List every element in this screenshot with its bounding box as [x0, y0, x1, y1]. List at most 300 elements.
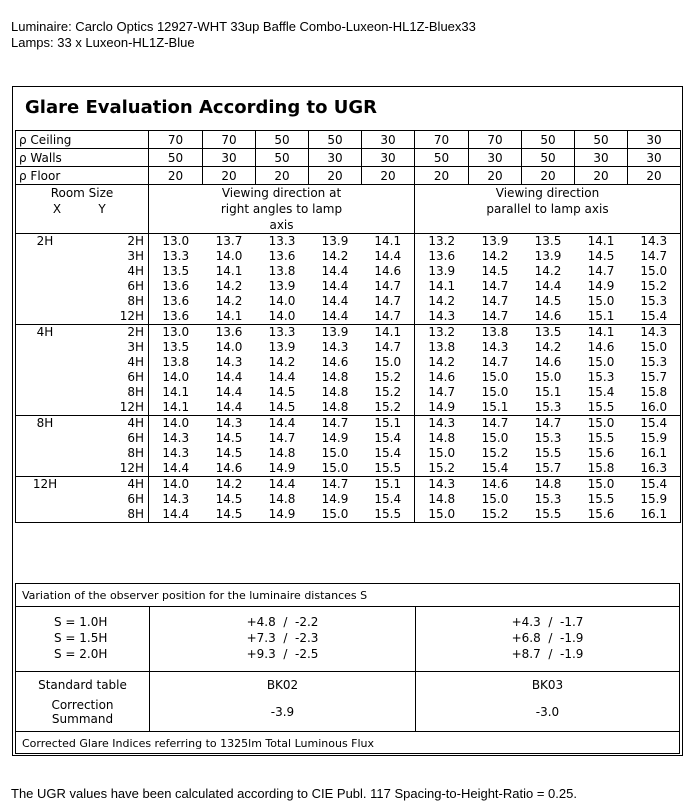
ugr-value: 15.3 [534, 492, 562, 506]
ugr-value: 14.9 [268, 461, 296, 475]
ugr-value: 14.0 [268, 309, 296, 323]
ugr-value: 13.6 [428, 249, 456, 263]
ugr-column [628, 325, 681, 416]
room-y: 6H [127, 370, 144, 384]
room-size-header [16, 185, 149, 234]
ugr-value: 14.0 [162, 370, 190, 384]
ugr-value: 15.7 [534, 461, 562, 475]
corrected-note-box [15, 731, 680, 754]
ugr-value: 15.5 [374, 461, 402, 475]
ugr-value: 15.1 [374, 477, 402, 491]
floor-value: 20 [362, 167, 415, 185]
ugr-value: 15.0 [481, 431, 509, 445]
ugr-column [469, 477, 522, 523]
ugr-value: 15.4 [481, 461, 509, 475]
standard-parallel: BK03 [531, 678, 564, 692]
calculation-footer: The UGR values have been calculated according to CIE Publ. 117 Spacing-to-Height-Ratio = 0.25. [11, 786, 577, 801]
ugr-value: 13.0 [162, 325, 190, 339]
ugr-column [628, 477, 681, 523]
ugr-value: 13.7 [215, 234, 243, 248]
room-x-label: X [52, 202, 62, 216]
room-size-label: Room Size [50, 186, 114, 200]
room-size-cell [16, 234, 149, 325]
ugr-value: 14.2 [215, 279, 243, 293]
ugr-value: 14.1 [215, 264, 243, 278]
standard-table-label: Standard table [38, 678, 127, 692]
ugr-column [362, 416, 415, 477]
room-y: 4H [127, 355, 144, 369]
ugr-value: 14.2 [215, 477, 243, 491]
ugr-value: 14.4 [534, 279, 562, 293]
ugr-value: 13.3 [162, 249, 190, 263]
ugr-value: 14.2 [428, 355, 456, 369]
ugr-value: 15.2 [481, 446, 509, 460]
ugr-column [309, 234, 362, 325]
variation-parallel: +6.8 / -1.9 [511, 631, 584, 645]
ugr-value: 14.3 [428, 416, 456, 430]
ugr-value: 13.3 [268, 325, 296, 339]
walls-value: 50 [522, 149, 575, 167]
ugr-value: 15.8 [640, 385, 668, 399]
ugr-value: 14.6 [481, 477, 509, 491]
ugr-value: 14.4 [321, 309, 349, 323]
room-y: 3H [127, 340, 144, 354]
room-block-12H [16, 477, 681, 523]
ugr-value: 15.4 [587, 385, 615, 399]
correction-label [16, 692, 149, 726]
ceiling-label: ρ Ceiling [16, 131, 149, 149]
ugr-value: 16.3 [640, 461, 668, 475]
ugr-column [362, 234, 415, 325]
ugr-value: 14.6 [587, 340, 615, 354]
ugr-value: 15.0 [587, 294, 615, 308]
ugr-value: 13.9 [534, 249, 562, 263]
ugr-value: 15.3 [534, 431, 562, 445]
floor-value: 20 [203, 167, 256, 185]
ugr-value: 15.0 [534, 370, 562, 384]
ceiling-value: 50 [522, 131, 575, 149]
ugr-value: 14.8 [428, 492, 456, 506]
ugr-value: 14.2 [268, 355, 296, 369]
ugr-column [256, 477, 309, 523]
ugr-value: 14.3 [428, 309, 456, 323]
walls-value: 30 [203, 149, 256, 167]
ceiling-value: 70 [415, 131, 469, 149]
ugr-column [469, 325, 522, 416]
ugr-value: 15.7 [640, 370, 668, 384]
ugr-value: 15.3 [640, 355, 668, 369]
ugr-value: 14.1 [162, 385, 190, 399]
ugr-value: 14.9 [587, 279, 615, 293]
ugr-value: 15.0 [640, 264, 668, 278]
ugr-value: 14.2 [215, 294, 243, 308]
variation-caption: Variation of the observer position for the luminaire distances S [22, 589, 368, 602]
panel-title: Glare Evaluation According to UGR [25, 97, 377, 118]
ugr-value: 14.5 [215, 492, 243, 506]
ugr-value: 14.4 [215, 385, 243, 399]
room-y: 12H [119, 309, 144, 323]
ugr-column [469, 416, 522, 477]
room-y: 8H [127, 446, 144, 460]
ugr-column [149, 234, 203, 325]
ugr-value: 14.6 [428, 370, 456, 384]
room-x: 12H [32, 477, 58, 491]
ugr-column [362, 477, 415, 523]
view-right-header [149, 185, 415, 234]
ugr-value: 13.8 [428, 340, 456, 354]
room-y: 3H [127, 249, 144, 263]
reflectance-row-walls [16, 149, 681, 167]
ugr-value: 14.4 [268, 416, 296, 430]
lamps-line: Lamps: 33 x Luxeon-HL1Z-Blue [11, 35, 195, 50]
ugr-value: 14.7 [321, 477, 349, 491]
ugr-value: 14.3 [428, 477, 456, 491]
ugr-value: 14.7 [268, 431, 296, 445]
ugr-value: 15.4 [640, 477, 668, 491]
ugr-column [149, 325, 203, 416]
ugr-value: 15.0 [481, 492, 509, 506]
room-y: 4H [127, 477, 144, 491]
ceiling-value: 70 [149, 131, 203, 149]
ugr-value: 15.5 [534, 507, 562, 521]
variation-s-column [16, 607, 150, 671]
standard-box [15, 671, 680, 732]
luminaire-header [11, 19, 476, 51]
ugr-value: 15.0 [321, 461, 349, 475]
ugr-value: 15.0 [587, 355, 615, 369]
variation-s: S = 2.0H [54, 647, 108, 661]
ugr-value: 14.6 [215, 461, 243, 475]
room-block-2H [16, 234, 681, 325]
ugr-value: 15.0 [587, 416, 615, 430]
correction-right: -3.9 [270, 705, 295, 719]
room-y: 8H [127, 385, 144, 399]
ugr-column [469, 234, 522, 325]
floor-value: 20 [575, 167, 628, 185]
floor-value: 20 [415, 167, 469, 185]
ugr-value: 13.8 [268, 264, 296, 278]
ugr-value: 15.3 [534, 400, 562, 414]
ugr-value: 13.9 [428, 264, 456, 278]
room-x: 2H [36, 234, 54, 248]
ugr-value: 13.5 [162, 340, 190, 354]
ugr-value: 16.0 [640, 400, 668, 414]
ugr-value: 14.8 [428, 431, 456, 445]
ugr-value: 14.1 [374, 325, 402, 339]
ugr-value: 15.6 [587, 446, 615, 460]
ugr-value: 14.8 [321, 370, 349, 384]
ugr-value: 14.7 [374, 340, 402, 354]
floor-value: 20 [469, 167, 522, 185]
ugr-column [575, 477, 628, 523]
ceiling-value: 50 [256, 131, 309, 149]
ugr-column [575, 234, 628, 325]
ugr-value: 15.0 [321, 446, 349, 460]
ceiling-value: 50 [575, 131, 628, 149]
ugr-value: 14.2 [534, 264, 562, 278]
ugr-value: 13.9 [321, 325, 349, 339]
ugr-value: 15.0 [428, 507, 456, 521]
ugr-value: 14.3 [215, 355, 243, 369]
ugr-value: 14.4 [321, 264, 349, 278]
ugr-value: 14.5 [215, 446, 243, 460]
ugr-value: 14.6 [374, 264, 402, 278]
ugr-value: 15.1 [534, 385, 562, 399]
ugr-value: 14.9 [321, 492, 349, 506]
ugr-value: 14.7 [481, 279, 509, 293]
ugr-column [362, 325, 415, 416]
ugr-value: 14.4 [162, 461, 190, 475]
ugr-value: 14.7 [374, 294, 402, 308]
ugr-column [522, 477, 575, 523]
ugr-value: 13.6 [162, 294, 190, 308]
view-right-label: Viewing direction at right angles to lamp axis [220, 186, 343, 232]
room-y: 12H [119, 400, 144, 414]
ugr-value: 14.0 [268, 294, 296, 308]
variation-s: S = 1.5H [54, 631, 108, 645]
walls-value: 30 [469, 149, 522, 167]
ugr-value: 14.3 [162, 431, 190, 445]
ugr-value: 14.0 [215, 249, 243, 263]
ugr-column [522, 416, 575, 477]
room-x: 8H [36, 416, 54, 430]
ugr-value: 14.3 [640, 234, 668, 248]
room-y: 4H [127, 264, 144, 278]
variation-right: +9.3 / -2.5 [246, 647, 319, 661]
ugr-value: 14.5 [534, 294, 562, 308]
room-y: 8H [127, 294, 144, 308]
ugr-value: 13.9 [268, 340, 296, 354]
ugr-value: 14.8 [534, 477, 562, 491]
ugr-value: 14.9 [268, 507, 296, 521]
ugr-value: 14.5 [587, 249, 615, 263]
luminaire-line: Luminaire: Carclo Optics 12927-WHT 33up Baffle Combo-Luxeon-HL1Z-Bluex33 [11, 19, 476, 34]
ugr-value: 15.4 [374, 431, 402, 445]
ugr-value: 14.7 [481, 416, 509, 430]
ugr-value: 13.9 [268, 279, 296, 293]
ugr-value: 13.9 [481, 234, 509, 248]
ugr-value: 14.9 [428, 400, 456, 414]
ugr-value: 14.7 [640, 249, 668, 263]
ugr-value: 15.2 [640, 279, 668, 293]
ugr-value: 14.9 [321, 431, 349, 445]
ugr-value: 15.2 [374, 400, 402, 414]
variation-caption-box [15, 583, 680, 607]
ugr-value: 15.0 [481, 370, 509, 384]
ugr-value: 14.7 [321, 416, 349, 430]
ugr-column [149, 477, 203, 523]
walls-value: 50 [149, 149, 203, 167]
ugr-value: 16.1 [640, 507, 668, 521]
variation-parallel: +8.7 / -1.9 [511, 647, 584, 661]
ugr-column [628, 416, 681, 477]
room-block-8H [16, 416, 681, 477]
ugr-value: 15.2 [481, 507, 509, 521]
ugr-value: 14.4 [215, 370, 243, 384]
ugr-value: 14.0 [215, 340, 243, 354]
ugr-column [256, 325, 309, 416]
ugr-value: 15.0 [640, 340, 668, 354]
ugr-value: 14.2 [534, 340, 562, 354]
ugr-column [149, 416, 203, 477]
ugr-value: 15.1 [481, 400, 509, 414]
floor-value: 20 [522, 167, 575, 185]
ugr-value: 15.0 [587, 477, 615, 491]
variation-box [15, 606, 680, 672]
ugr-value: 15.4 [374, 492, 402, 506]
ugr-value: 16.1 [640, 446, 668, 460]
ugr-value: 13.6 [215, 325, 243, 339]
ugr-value: 15.0 [428, 446, 456, 460]
ugr-column [415, 477, 469, 523]
ceiling-value: 30 [628, 131, 681, 149]
ugr-column [309, 325, 362, 416]
ugr-value: 15.1 [374, 416, 402, 430]
reflectance-row-ceiling [16, 131, 681, 149]
ugr-value: 13.5 [534, 325, 562, 339]
variation-parallel: +4.3 / -1.7 [511, 615, 584, 629]
ugr-column [203, 325, 256, 416]
ugr-value: 15.5 [374, 507, 402, 521]
ugr-value: 13.5 [534, 234, 562, 248]
walls-value: 50 [415, 149, 469, 167]
ugr-value: 14.3 [321, 340, 349, 354]
ugr-value: 15.9 [640, 492, 668, 506]
ugr-column [628, 234, 681, 325]
ugr-column [415, 416, 469, 477]
ugr-value: 15.0 [374, 355, 402, 369]
room-y: 6H [127, 492, 144, 506]
ugr-value: 13.8 [162, 355, 190, 369]
ugr-column [309, 416, 362, 477]
variation-s: S = 1.0H [54, 615, 108, 629]
variation-right: +7.3 / -2.3 [246, 631, 319, 645]
ugr-value: 14.0 [162, 477, 190, 491]
room-y: 4H [127, 416, 144, 430]
ugr-value: 14.7 [374, 309, 402, 323]
ugr-value: 15.5 [587, 431, 615, 445]
ugr-value: 15.4 [640, 309, 668, 323]
ceiling-value: 30 [362, 131, 415, 149]
ugr-value: 13.9 [321, 234, 349, 248]
ugr-value: 14.1 [215, 309, 243, 323]
ugr-column [575, 416, 628, 477]
room-size-cell [16, 477, 149, 523]
ugr-value: 14.2 [428, 294, 456, 308]
reflectance-row-floor [16, 167, 681, 185]
walls-label: ρ Walls [16, 149, 149, 167]
ugr-value: 14.6 [534, 355, 562, 369]
ugr-column [256, 416, 309, 477]
ugr-value: 13.0 [162, 234, 190, 248]
ugr-column [309, 477, 362, 523]
ugr-value: 14.2 [481, 249, 509, 263]
ugr-column [575, 325, 628, 416]
ugr-value: 14.5 [481, 264, 509, 278]
walls-value: 50 [256, 149, 309, 167]
ugr-value: 14.5 [215, 431, 243, 445]
room-y: 6H [127, 279, 144, 293]
ugr-value: 14.4 [321, 279, 349, 293]
ugr-value: 14.4 [321, 294, 349, 308]
ugr-panel [12, 86, 683, 756]
ceiling-value: 70 [203, 131, 256, 149]
floor-value: 20 [256, 167, 309, 185]
ugr-value: 15.2 [374, 370, 402, 384]
ugr-value: 14.4 [162, 507, 190, 521]
ugr-value: 13.6 [268, 249, 296, 263]
ceiling-value: 70 [469, 131, 522, 149]
ugr-value: 15.8 [587, 461, 615, 475]
ugr-value: 15.0 [481, 385, 509, 399]
ugr-value: 14.7 [587, 264, 615, 278]
ugr-column [522, 234, 575, 325]
ugr-value: 15.0 [321, 507, 349, 521]
ugr-column [522, 325, 575, 416]
ugr-column [203, 234, 256, 325]
room-block-4H [16, 325, 681, 416]
room-size-cell [16, 325, 149, 416]
ugr-value: 15.5 [587, 492, 615, 506]
ugr-value: 14.7 [428, 385, 456, 399]
ugr-column [415, 234, 469, 325]
correction-label-line1: Correction [51, 698, 114, 712]
ugr-value: 14.1 [587, 234, 615, 248]
ceiling-value: 50 [309, 131, 362, 149]
ugr-value: 14.5 [268, 400, 296, 414]
ugr-value: 14.1 [374, 234, 402, 248]
ugr-value: 14.3 [481, 340, 509, 354]
walls-value: 30 [628, 149, 681, 167]
correction-label-line2: Summand [51, 712, 114, 726]
ugr-value: 13.5 [162, 264, 190, 278]
ugr-column [415, 325, 469, 416]
ugr-value: 14.4 [268, 370, 296, 384]
ugr-value: 14.4 [268, 477, 296, 491]
ugr-value: 15.2 [428, 461, 456, 475]
ugr-value: 14.1 [162, 400, 190, 414]
walls-value: 30 [575, 149, 628, 167]
view-parallel-header [415, 185, 681, 234]
room-y: 6H [127, 431, 144, 445]
room-size-cell [16, 416, 149, 477]
ugr-value: 14.7 [534, 416, 562, 430]
ugr-value: 14.3 [640, 325, 668, 339]
room-y: 2H [127, 325, 144, 339]
ugr-value: 15.5 [587, 400, 615, 414]
ugr-value: 14.7 [481, 355, 509, 369]
walls-value: 30 [362, 149, 415, 167]
room-y: 2H [127, 234, 144, 248]
ugr-value: 14.3 [215, 416, 243, 430]
ugr-value: 14.5 [215, 507, 243, 521]
ugr-column [203, 416, 256, 477]
floor-label: ρ Floor [16, 167, 149, 185]
ugr-value: 15.2 [374, 385, 402, 399]
ugr-value: 14.8 [321, 385, 349, 399]
ugr-value: 15.4 [640, 416, 668, 430]
ugr-value: 15.3 [640, 294, 668, 308]
ugr-value: 13.8 [481, 325, 509, 339]
ugr-value: 13.6 [162, 279, 190, 293]
ugr-value: 14.7 [481, 309, 509, 323]
ugr-value: 14.3 [162, 446, 190, 460]
view-parallel-label: Viewing direction parallel to lamp axis [486, 186, 609, 216]
ugr-value: 14.3 [162, 492, 190, 506]
ugr-value: 14.7 [481, 294, 509, 308]
ugr-value: 14.8 [268, 492, 296, 506]
walls-value: 30 [309, 149, 362, 167]
